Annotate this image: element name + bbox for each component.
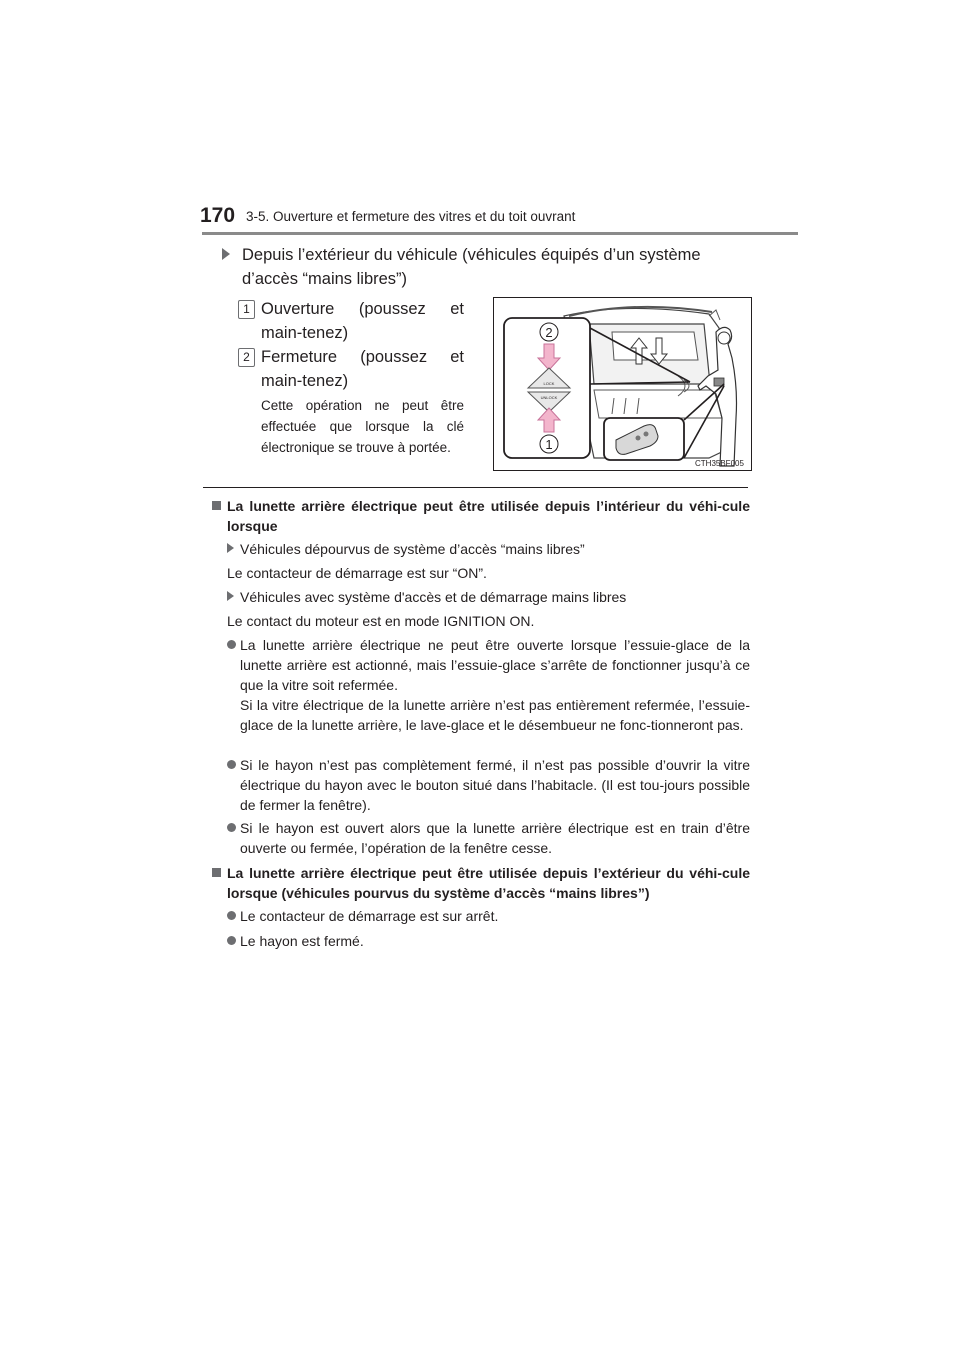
square-bullet-icon xyxy=(212,868,221,877)
circle-bullet-icon xyxy=(227,911,236,920)
section2-heading: La lunette arrière électrique peut être utilisée depuis l’extérieur du véhi-cule lorsque (véhicules pourvus du système d’accès “mains libres”) xyxy=(212,863,750,903)
range-note: Cette opération ne peut être effectuée que lorsque la clé électronique se trouve à portée. xyxy=(261,398,464,455)
section1-sub2: Véhicules avec système d'accès et de démarrage mains libres xyxy=(212,587,750,607)
step-text-2: Fermeture (poussez et main-tenez) xyxy=(261,348,464,390)
circle-bullet-icon xyxy=(227,936,236,945)
illustration-svg xyxy=(494,298,751,470)
section-title: 3-5. Ouverture et fermeture des vitres et du toit ouvrant xyxy=(246,209,576,224)
callout-2-label: 2 xyxy=(545,325,553,340)
section2-bullet-2: Le hayon est fermé. xyxy=(212,931,750,951)
lead-line-2: d’accès “mains libres”) xyxy=(242,270,408,288)
section1-bullet-3: Si le hayon est ouvert alors que la lunette arrière électrique est en train d’être ouverte ou fermée, l’opération de la fenêtre cesse. xyxy=(212,818,750,858)
lead-paragraph xyxy=(222,243,746,291)
lead-line-1: Depuis l’extérieur du véhicule (véhicules équipés d’un système xyxy=(242,246,701,264)
lock-label: LOCK xyxy=(543,381,555,386)
section1-sub1-text: Le contacteur de démarrage est sur “ON”. xyxy=(227,565,487,581)
square-bullet-icon xyxy=(212,501,221,510)
section1-bullet-1: La lunette arrière électrique ne peut être ouverte lorsque l’essuie-glace de la lunette arrière est actionné, mais l’essuie-glace s’arrête de fonctionner jusqu’à ce que la vitre soit refermée. Si la vitre électrique de la lunette arrière n’est pas entièrement refermée, l’essuie-glace de la lunette arrière, le lave-glace et le désembueur ne fonc-tionneront pas. xyxy=(212,635,750,735)
section1-heading: La lunette arrière électrique peut être utilisée depuis l’intérieur du véhi-cule lorsque xyxy=(212,496,750,536)
step-2 xyxy=(238,345,464,393)
circle-bullet-icon xyxy=(227,823,236,832)
section2-bullet-1: Le contacteur de démarrage est sur arrêt. xyxy=(212,906,750,926)
section1-sub2-text: Le contact du moteur est en mode IGNITION ON. xyxy=(227,613,535,629)
section-separator xyxy=(203,487,748,488)
tailgate-window-illustration xyxy=(493,297,752,471)
callout-1-label: 1 xyxy=(545,437,553,452)
figure-code: CTH35BF005 xyxy=(695,459,744,468)
circle-bullet-icon xyxy=(227,760,236,769)
arrow-right-icon xyxy=(222,248,230,260)
header-rule xyxy=(202,232,798,235)
arrow-right-icon xyxy=(227,543,234,553)
section1-bullet-2: Si le hayon n’est pas complètement fermé, il n’est pas possible d’ouvrir la vitre électrique du hayon avec le bouton situé dans l’habitacle. (Il est tou-jours possible de fermer la fenêtre). xyxy=(212,755,750,815)
page-number: 170 xyxy=(200,204,236,227)
step-number-1: 1 xyxy=(238,300,255,319)
step-text-1: Ouverture (poussez et main-tenez) xyxy=(261,300,464,342)
arrow-right-icon xyxy=(227,591,234,601)
step-number-2: 2 xyxy=(238,348,255,367)
circle-bullet-icon xyxy=(227,640,236,649)
unlock-label: UNLOCK xyxy=(540,395,558,400)
step-1 xyxy=(238,297,464,345)
section1-sub1: Véhicules dépourvus de système d’accès “mains libres” xyxy=(212,539,750,559)
